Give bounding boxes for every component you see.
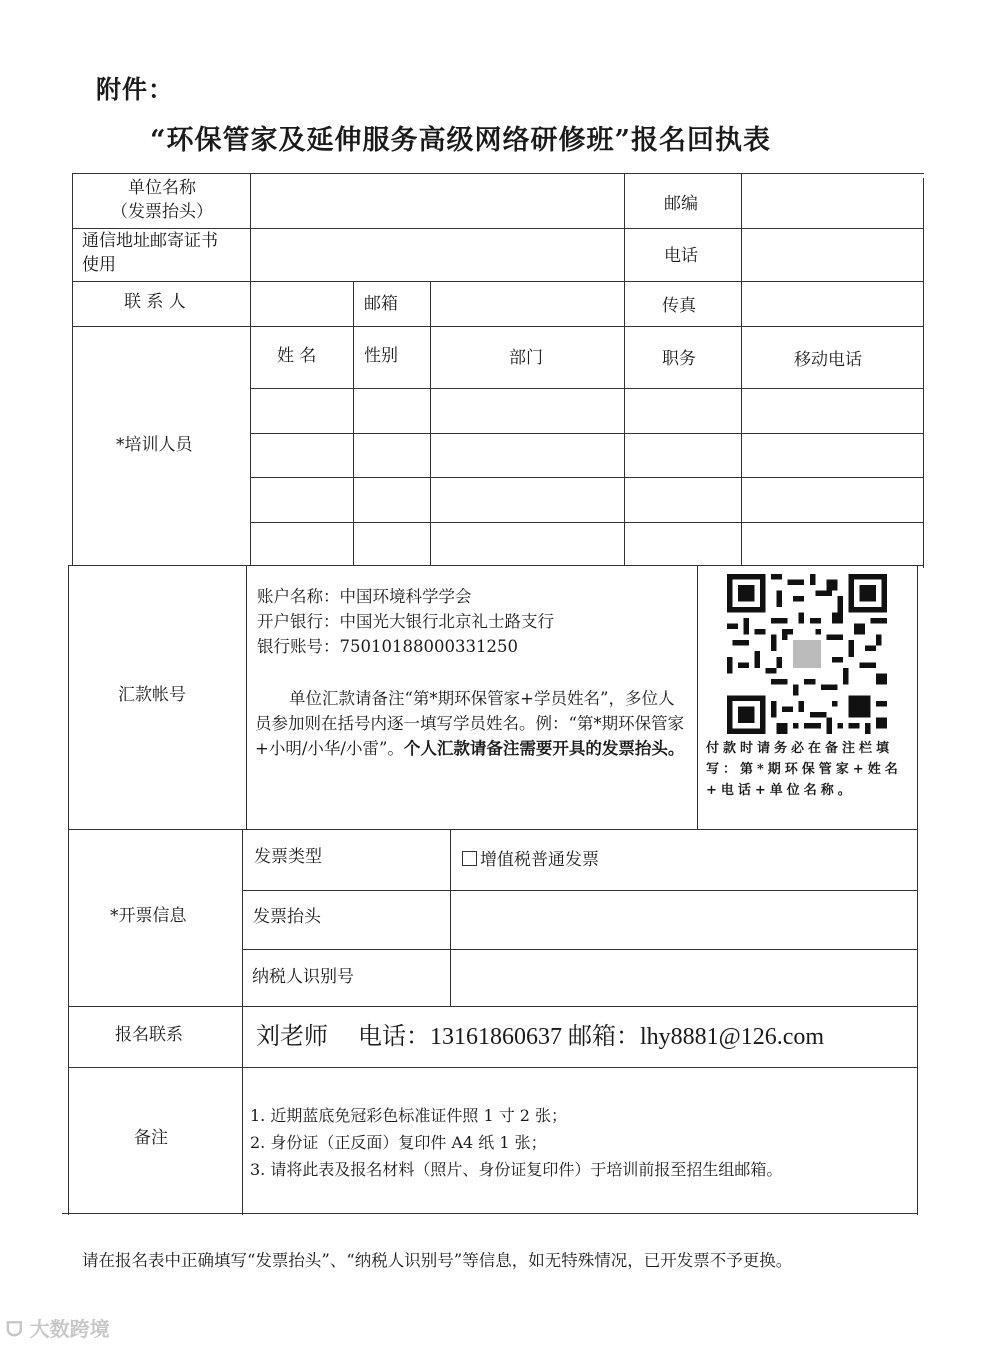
email-label: 邮箱 — [364, 294, 398, 314]
col-gender: 性别 — [364, 346, 398, 366]
fax-label: 传真 — [662, 296, 696, 316]
phone-label: 电话 — [664, 246, 698, 266]
invoice-type-option[interactable]: 增值税普通发票 — [462, 849, 599, 873]
contact-email: 邮箱：lhy8881@126.com — [568, 1024, 825, 1050]
tax-id-label: 纳税人识别号 — [252, 967, 354, 987]
contact-phone: 电话：13161860637 — [358, 1024, 562, 1050]
contact-person-label: 联 系 人 — [124, 292, 186, 312]
unit-name-label: 单位名称 （发票抬头） — [111, 178, 213, 222]
watermark: ᗜ 大数跨境 — [6, 1317, 110, 1341]
remittance-note: 单位汇款请备注“第*期环保管家+学员姓名”，多位人员参加则在括号内逐一填写学员姓名。例：“第*期环保管家+小明/小华/小雷”。个人汇款请备注需要开具的发票抬头。 — [255, 689, 685, 758]
qr-code — [727, 574, 887, 734]
footer-note: 请在报名表中正确填写“发票抬头”、“纳税人识别号”等信息，如无特殊情况，已开发票不予更换。 — [82, 1251, 793, 1270]
remarks-list — [250, 1102, 782, 1183]
invoice-type-checkbox[interactable] — [462, 851, 477, 866]
col-position: 职务 — [662, 349, 696, 369]
signup-contact-label: 报名联系 — [115, 1025, 183, 1045]
form-title: “环保管家及延伸服务高级网络研修班”报名回执表 — [150, 125, 772, 156]
invoice-title-label: 发票抬头 — [253, 907, 321, 927]
signup-contact-info — [256, 1016, 824, 1051]
invoice-label: *开票信息 — [110, 906, 187, 926]
col-mobile: 移动电话 — [794, 350, 862, 370]
remarks-label: 备注 — [134, 1128, 168, 1148]
address-label: 通信地址邮寄证书 使用 — [82, 231, 218, 275]
col-department: 部门 — [509, 348, 543, 368]
watermark-logo-icon: ᗜ — [6, 1317, 30, 1341]
postcode-label: 邮编 — [664, 194, 698, 214]
trainees-label: *培训人员 — [116, 435, 193, 455]
bank-info: 账户名称：中国环境科学学会 开户银行：中国光大银行北京礼士路支行 银行账号：75010188000331250 — [257, 587, 554, 656]
remark-item: 3. 请将此表及报名材料（照片、身份证复印件）于培训前报至招生组邮箱。 — [250, 1160, 783, 1179]
qr-payment-note: 付款时请务必在备注栏填写：第*期环保管家+姓名+电话+单位名称。 — [706, 741, 902, 798]
contact-name: 刘老师 — [256, 1024, 328, 1050]
invoice-type-label: 发票类型 — [254, 847, 322, 867]
remark-item: 2. 身份证（正反面）复印件 A4 纸 1 张； — [250, 1133, 547, 1152]
remittance-label: 汇款帐号 — [118, 685, 186, 705]
attachment-label: 附件： — [96, 75, 175, 104]
remark-item: 1. 近期蓝底免冠彩色标准证件照 1 寸 2 张； — [250, 1106, 568, 1125]
col-name: 姓 名 — [277, 346, 317, 366]
